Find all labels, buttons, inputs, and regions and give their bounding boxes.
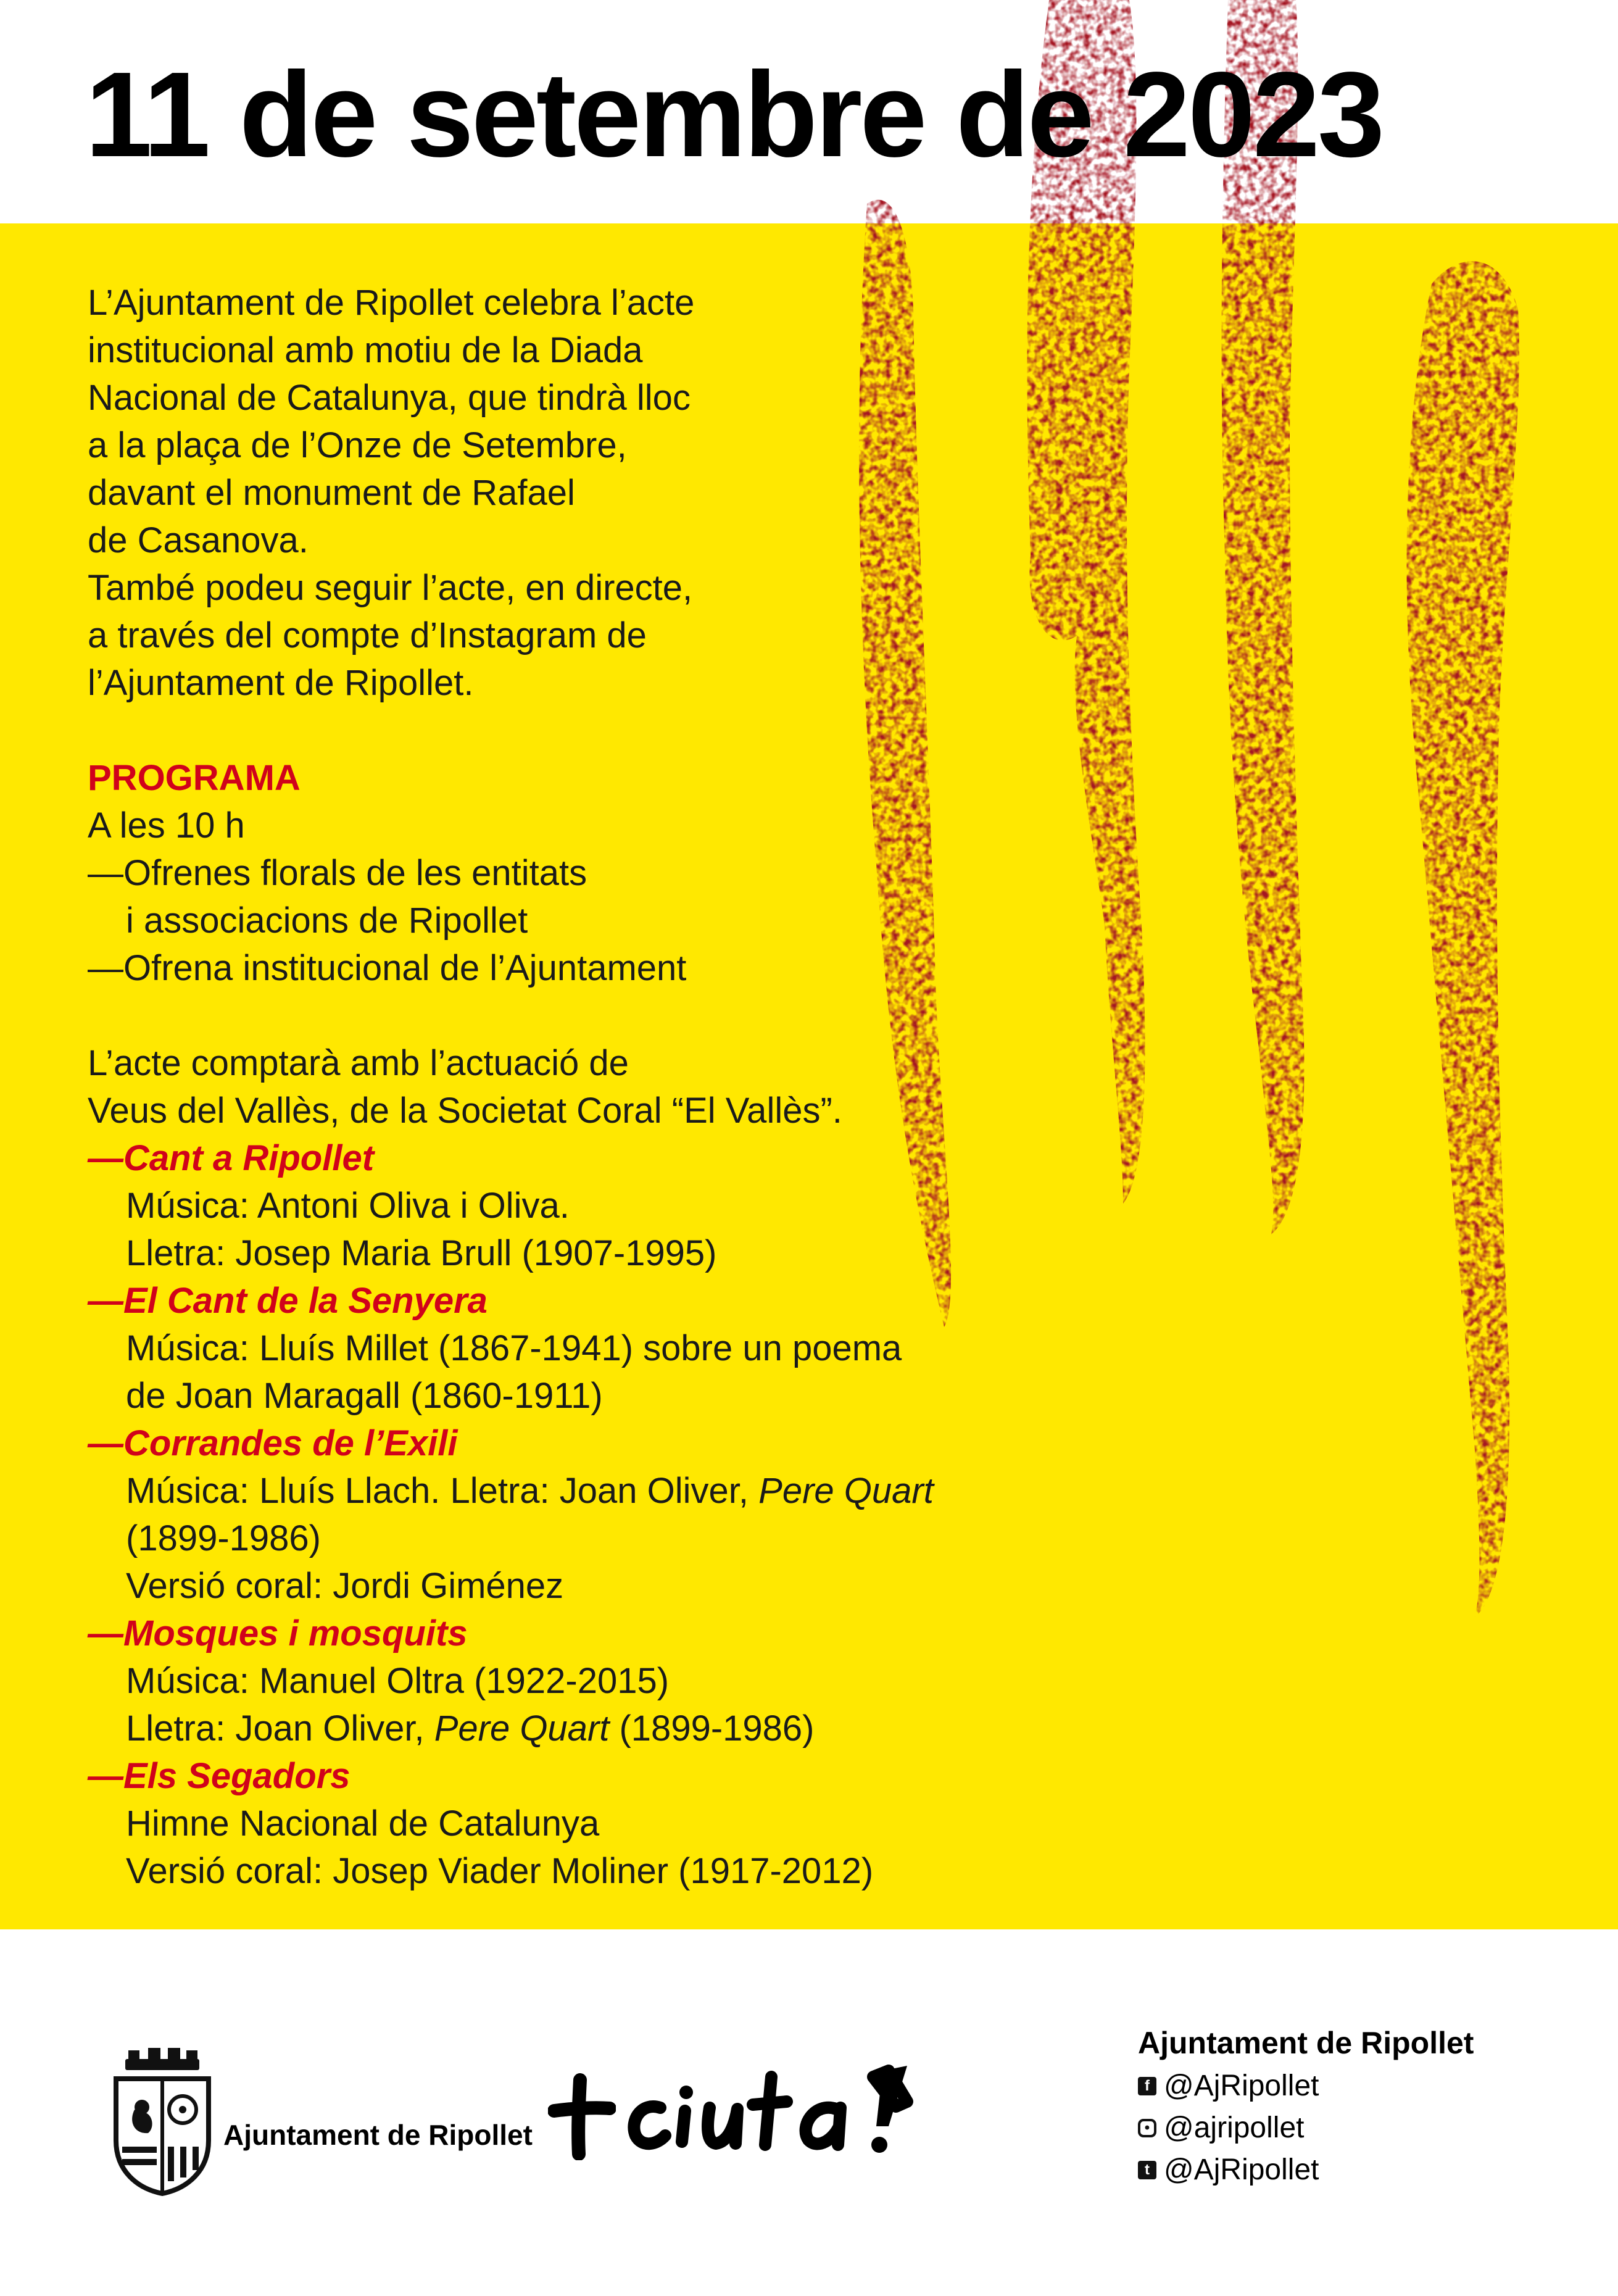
performance-intro (88, 1039, 1050, 1134)
song-title: —Corrandes de l’Exili (88, 1423, 458, 1463)
intro-line: de Casanova. (88, 520, 309, 560)
intro-line: davant el monument de Rafael (88, 473, 575, 513)
song-detail-text: (1899-1986) (609, 1708, 815, 1749)
instagram-icon: • (1138, 2119, 1156, 2137)
song-item (88, 1610, 1050, 1752)
main-content (88, 279, 1050, 1895)
song-title: —Mosques i mosquits (88, 1613, 468, 1653)
intro-line: a través del compte d’Instagram de (88, 615, 647, 655)
intro-paragraph (88, 279, 1050, 707)
song-title: —El Cant de la Senyera (88, 1281, 487, 1321)
programa-item-cont: i associacions de Ripollet (126, 901, 528, 941)
intro-line: També podeu seguir l’acte, en directe, (88, 568, 693, 608)
song-item (88, 1134, 1050, 1277)
intro-line: a la plaça de l’Onze de Setembre, (88, 425, 627, 465)
song-item (88, 1752, 1050, 1895)
song-detail: Versió coral: Jordi Giménez (126, 1566, 564, 1606)
programa-item: —Ofrena institucional de l’Ajuntament (88, 948, 687, 988)
song-detail (88, 1705, 1050, 1752)
facebook-handle: @AjRipollet (1164, 2069, 1319, 2102)
song-detail (88, 1467, 1050, 1515)
instagram-handle: @ajripollet (1164, 2111, 1305, 2144)
intro-line: L’Ajuntament de Ripollet celebra l’acte (88, 283, 695, 323)
song-detail: (1899-1986) (126, 1518, 321, 1558)
pseudonym: Pere Quart (434, 1708, 610, 1749)
ciutat-plus-icon (548, 2068, 616, 2160)
performance-line: Veus del Vallès, de la Societat Coral “El Vallès”. (88, 1091, 842, 1131)
twitter-handle: @AjRipollet (1164, 2153, 1319, 2186)
song-detail: Música: Lluís Millet (1867-1941) sobre un poema (126, 1328, 902, 1368)
song-title: —Cant a Ripollet (88, 1138, 375, 1178)
song-detail: Música: Antoni Oliva i Oliva. (126, 1186, 570, 1226)
stripe-3 (1222, 0, 1305, 1234)
song-item (88, 1420, 1050, 1610)
footer-org-name: Ajuntament de Ripollet (223, 2119, 533, 2151)
page-title: 11 de setembre de 2023 (85, 47, 1383, 182)
song-detail: Lletra: Josep Maria Brull (1907-1995) (126, 1233, 717, 1273)
twitter-icon: t (1138, 2161, 1156, 2179)
song-detail-text: Música: Lluís Llach. Lletra: Joan Oliver, (126, 1471, 759, 1511)
song-detail: Música: Manuel Oltra (1922-2015) (126, 1661, 670, 1701)
programa-list (88, 802, 1050, 992)
performance-line: L’acte comptarà amb l’actuació de (88, 1043, 629, 1083)
intro-line: institucional amb motiu de la Diada (88, 330, 643, 370)
programa-item: —Ofrenes florals de les entitats (88, 853, 587, 893)
song-detail: Himne Nacional de Catalunya (126, 1803, 600, 1844)
pseudonym: Pere Quart (758, 1471, 934, 1511)
intro-line: Nacional de Catalunya, que tindrà lloc (88, 378, 691, 418)
song-detail: de Joan Maragall (1860-1911) (126, 1376, 603, 1416)
song-item (88, 1277, 1050, 1420)
intro-line: l’Ajuntament de Ripollet. (88, 663, 474, 703)
song-detail: Versió coral: Josep Viader Moliner (1917-2012) (126, 1851, 874, 1891)
stripe-4 (1407, 261, 1519, 1617)
spacer (88, 992, 1050, 1039)
facebook-icon: f (1138, 2077, 1156, 2095)
coat-of-arms-logo (110, 2048, 215, 2196)
social-title: Ajuntament de Ripollet (1138, 2026, 1474, 2060)
song-detail-text: Lletra: Joan Oliver, (126, 1708, 434, 1749)
song-title: —Els Segadors (88, 1756, 351, 1796)
song-list (88, 1134, 1050, 1895)
programa-time: A les 10 h (88, 805, 245, 846)
programa-heading: PROGRAMA (88, 758, 301, 798)
